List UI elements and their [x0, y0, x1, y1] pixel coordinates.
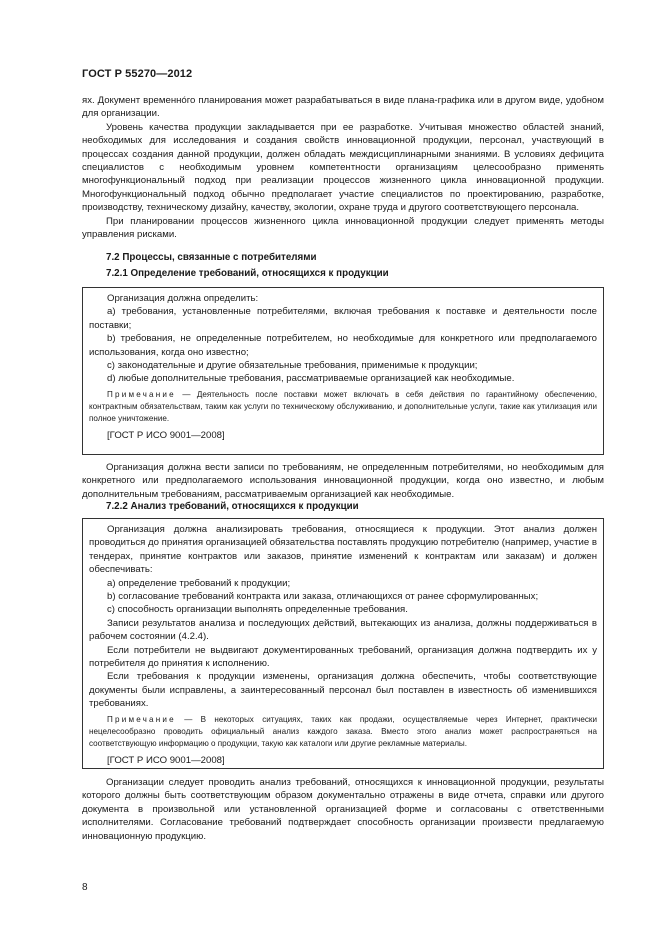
- box2-item-a: a) определение требований к продукции;: [107, 577, 291, 589]
- intro-paragraph-3: При планировании процессов жизненного цикла инновационной продукции следует применять методы управления рисками.: [82, 215, 604, 241]
- box2-lead: Организация должна анализировать требования, относящиеся к продукции. Этот анализ должен проводиться до принятия организацией обязательства поставлять продукцию потребителю (например, участие в тендерах, принятие контрактов или заказов, принятие изменений к контрактам или заказам) и должен обеспечивать:: [89, 524, 597, 576]
- box1-note-text: — Деятельность после поставки может включать в себя действия по гарантийному обеспечению, контрактным обязательствам, таким как услуги по техническому обслуживанию, и дополнительные услуги, такие как утилизация или полное уничтожение.: [89, 389, 597, 424]
- after-box1-paragraph: Организация должна вести записи по требованиям, не определенным потребителями, но необходимым для конкретного или предполагаемого использования инновационной продукции, когда оно известно, и любым дополнительным требованиям, рассматриваемым организацией как необходимые.: [82, 462, 604, 500]
- box2-item-c: c) способность организации выполнять определенные требования.: [107, 604, 408, 616]
- box2-records: Записи результатов анализа и последующих действий, вытекающих из анализа, должны поддерживаться в рабочем состоянии (4.2.4).: [89, 617, 597, 643]
- box1-reference: [ГОСТ Р ИСО 9001—2008]: [107, 430, 225, 442]
- closing-paragraph: Организации следует проводить анализ требований, относящихся к инновационной продукции, результаты которого должны быть соответствующим образом документально отражены в виде отчета, справки или другого документа в произвольной или установленной организацией форме и согласованы с ответственными исполнителями. Согласование требований подтверждает способность организации произвести предлагаемую инновационную продукцию.: [82, 777, 604, 842]
- section-7-2-2-heading: 7.2.2 Анализ требований, относящихся к продукции: [106, 501, 359, 512]
- box1-item-a: a) требования, установленные потребителями, включая требования к поставке и деятельности после поставки;: [89, 306, 597, 331]
- document-header: ГОСТ Р 55270—2012: [82, 68, 193, 80]
- closing-text: [82, 776, 604, 843]
- box1-note-label: Примечание: [107, 389, 176, 399]
- box2-changed: Если требования к продукции изменены, организация должна обеспечить, чтобы соответствующие документы были исправлены, а заинтересованный персонал был поставлен в известность об изменившихся требованиях.: [89, 671, 597, 710]
- section-7-2-heading: 7.2 Процессы, связанные с потребителями: [106, 252, 317, 263]
- requirements-box: [82, 287, 604, 455]
- box2-reference: [ГОСТ Р ИСО 9001—2008]: [107, 755, 225, 767]
- intro-paragraph-2: Уровень качества продукции закладывается при ее разработке. Учитывая множество областей знаний, необходимых для исследования и создания свойств инновационной продукции, персонал, участвующий в процессах создания данной продукции, должен обладать междисциплинарными знаниями. В условиях дефицита специалистов с необходимым уровнем компетентности организациям целесообразно применять многофункциональный подход при реализации процессов жизненного цикла инновационной продукции. Многофункциональный подход обычно предполагает участие специалистов по проектированию, разработке, производству, техническому дизайну, качеству, экологии, охране труда и другого соответствующего персонала.: [82, 121, 604, 214]
- box2-no-doc: Если потребители не выдвигают документированных требований, организация должна подтвердить их у потребителя до принятия к исполнению.: [89, 644, 597, 670]
- box1-lead: Организация должна определить:: [107, 293, 259, 304]
- intro-paragraph-1: ях. Документ временнóго планирования может разрабатываться в виде плана-графика или в другом виде, удобном для организации.: [82, 95, 604, 120]
- section-7-2-1-heading: 7.2.1 Определение требований, относящихся к продукции: [106, 268, 389, 279]
- box1-item-c: c) законодательные и другие обязательные требования, применимые к продукции;: [107, 360, 478, 372]
- after-box1-text: [82, 461, 604, 501]
- intro-text: [82, 94, 604, 241]
- box1-item-b: b) требования, не определенные потребителем, но необходимые для конкретного или предполагаемого использования, когда оно известно;: [89, 333, 597, 358]
- box2-note-label: Примечание: [107, 714, 176, 724]
- box2-note: [89, 714, 597, 751]
- page-number: 8: [82, 882, 88, 893]
- box2-note-text: — В некоторых ситуациях, таких как продажи, осуществляемые через Интернет, практически нецелесообразно проводить официальный анализ каждого заказа. Вместо этого анализ может распространяться на соответствующую информацию о продукции, такую как каталоги или другие рекламные материалы.: [89, 714, 597, 749]
- analysis-box: [82, 518, 604, 769]
- box2-item-b: b) согласование требований контракта или заказа, отличающихся от ранее сформулированных;: [107, 591, 539, 603]
- box1-item-d: d) любые дополнительные требования, рассматриваемые организацией как необходимые.: [107, 373, 515, 385]
- box1-note: [89, 389, 597, 426]
